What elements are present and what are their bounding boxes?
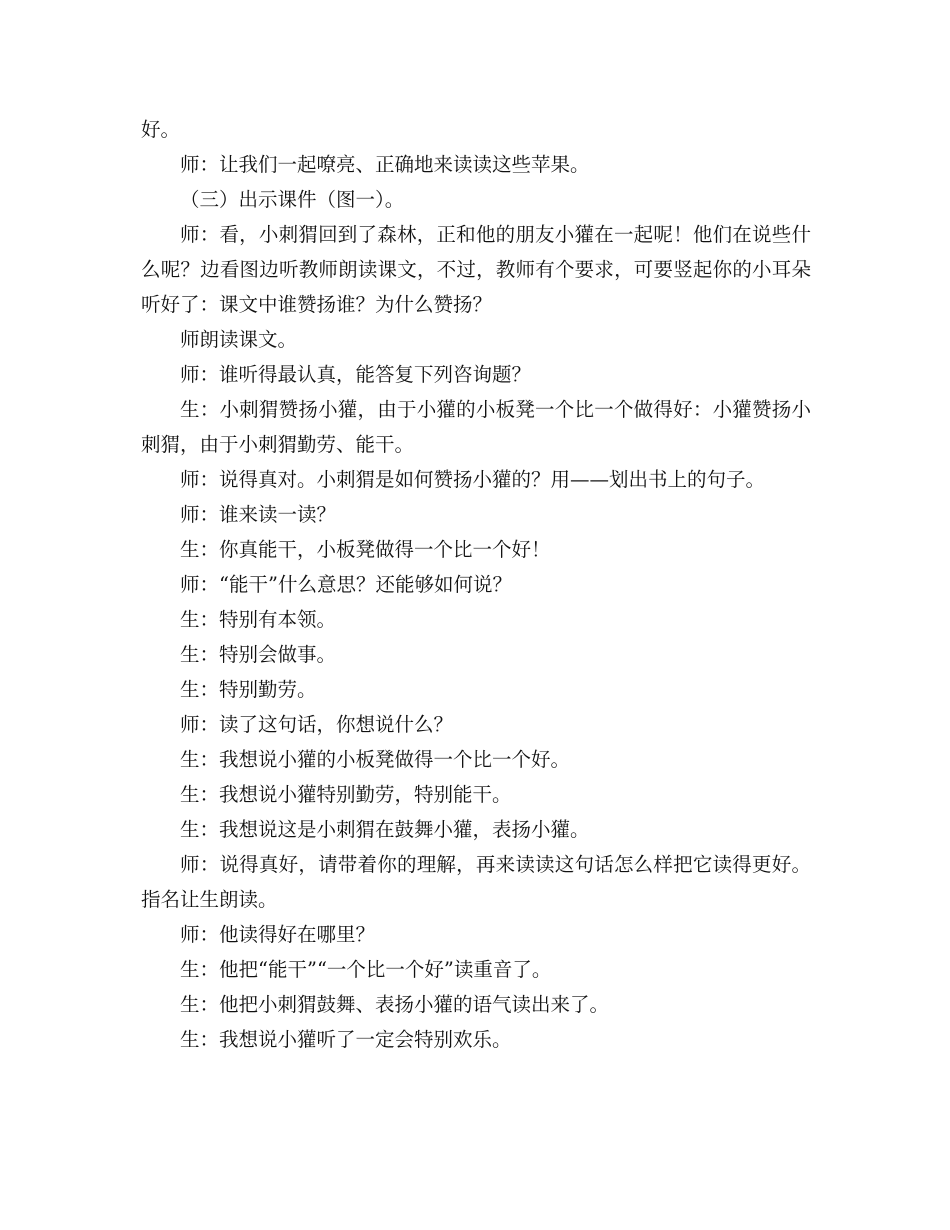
- paragraph: 师：说得真对。小刺猬是如何赞扬小獾的？用——划出书上的句子。: [180, 468, 766, 491]
- paragraph: 好。: [141, 118, 181, 141]
- paragraph: 师：谁来读一读？: [180, 503, 337, 526]
- paragraph: 师：他读得好在哪里？: [180, 923, 376, 946]
- paragraph: 师：谁听得最认真，能答复下列咨询题？: [180, 363, 532, 386]
- paragraph: 生：特别勤劳。: [180, 678, 317, 701]
- paragraph: 生：他把“能干”“一个比一个好”读重音了。: [180, 958, 552, 981]
- paragraph: 师朗读课文。: [180, 328, 298, 351]
- paragraph: 生：他把小刺猬鼓舞、表扬小獾的语气读出来了。: [180, 993, 610, 1016]
- paragraph: 生：我想说这是小刺猬在鼓舞小獾，表扬小獾。: [180, 818, 590, 841]
- paragraph: 生：特别会做事。: [180, 643, 337, 666]
- paragraph: 生：我想说小獾的小板凳做得一个比一个好。: [180, 748, 571, 771]
- paragraph: 生：你真能干，小板凳做得一个比一个好！: [180, 538, 551, 561]
- paragraph: 师：让我们一起嘹亮、正确地来读读这些苹果。: [180, 153, 590, 176]
- paragraph: 生：我想说小獾特别勤劳，特别能干。: [180, 783, 512, 806]
- paragraph: 生：我想说小獾听了一定会特别欢乐。: [180, 1028, 512, 1051]
- document-body: [141, 112, 811, 1057]
- paragraph: 师：读了这句话，你想说什么？: [180, 713, 454, 736]
- paragraph: （三）出示课件（图一）。: [180, 188, 405, 211]
- paragraph: 生：小刺猬赞扬小獾，由于小獾的小板凳一个比一个做得好：小獾赞扬小刺猬，由于小刺猬勤劳、能干。: [141, 398, 811, 456]
- paragraph: 师：看，小刺猬回到了森林，正和他的朋友小獾在一起呢！他们在说些什么呢？边看图边听教师朗读课文，不过，教师有个要求，可要竖起你的小耳朵听好了：课文中谁赞扬谁？为什么赞扬？: [141, 223, 811, 316]
- paragraph: 师：说得真好，请带着你的理解，再来读读这句话怎么样把它读得更好。指名让生朗读。: [141, 853, 811, 911]
- paragraph: 师：“能干”什么意思？还能够如何说？: [180, 573, 512, 596]
- paragraph: 生：特别有本领。: [180, 608, 337, 631]
